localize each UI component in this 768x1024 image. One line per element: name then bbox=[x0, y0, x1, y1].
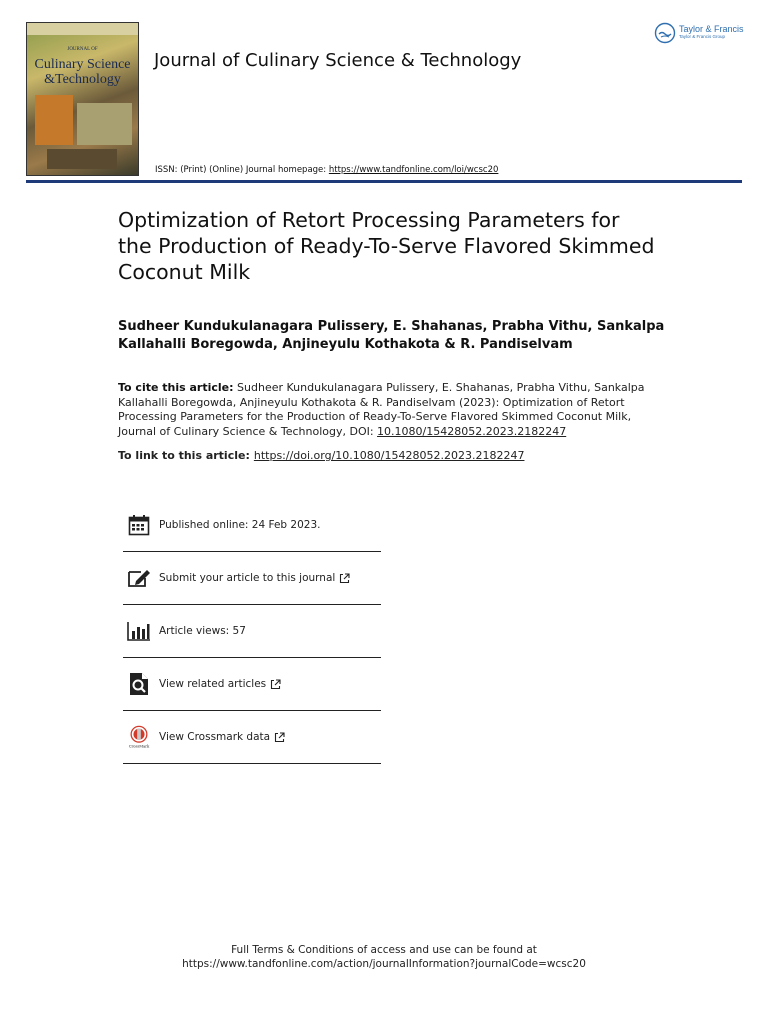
cover-photo-2 bbox=[77, 103, 132, 145]
cite-doi-link[interactable]: 10.1080/15428052.2023.2182247 bbox=[377, 424, 567, 438]
footer-terms bbox=[0, 943, 768, 971]
header-divider bbox=[26, 180, 742, 183]
footer-line1: Full Terms & Conditions of access and use can be found at bbox=[231, 944, 537, 956]
citation-block bbox=[118, 381, 658, 439]
crossmark-icon-text: CrossMark bbox=[128, 744, 150, 749]
published-online-label: Published online: 24 Feb 2023. bbox=[159, 519, 321, 531]
article-links-list bbox=[123, 499, 381, 764]
link-label: To link to this article: bbox=[118, 449, 250, 462]
cover-photo-3 bbox=[47, 149, 117, 169]
related-search-icon bbox=[127, 672, 151, 696]
publisher-logo[interactable] bbox=[654, 22, 744, 44]
publisher-sub: Taylor & Francis Group bbox=[679, 34, 726, 39]
calendar-icon bbox=[127, 513, 151, 537]
edit-icon bbox=[127, 566, 151, 590]
cite-text: Sudheer Kundukulanagara Pulissery, E. Shahanas, Prabha Vithu, Sankalpa Kallahalli Boregowda, Anjineyulu Kothakota & R. Pandiselvam (2023): Optimization of Retort Processing Parameters for the Production of Ready-To-Serve Flavored Skimmed Coconut Milk, Journal of Culinary Science & Technology, DOI: bbox=[118, 381, 645, 438]
bar-chart-icon bbox=[127, 619, 151, 643]
related-articles-label: View related articles bbox=[159, 678, 267, 690]
cover-top-band bbox=[27, 23, 138, 35]
cover-title-line2: &Technology bbox=[44, 72, 121, 87]
footer-terms-link[interactable]: https://www.tandfonline.com/action/journalInformation?journalCode=wcsc20 bbox=[182, 958, 586, 970]
journal-cover-image bbox=[26, 22, 139, 176]
external-link-icon bbox=[270, 679, 281, 690]
external-link-icon bbox=[339, 573, 350, 584]
publisher-name: Taylor & Francis bbox=[679, 24, 744, 34]
article-doi-link[interactable]: https://doi.org/10.1080/15428052.2023.2182247 bbox=[253, 449, 525, 462]
related-articles-row[interactable] bbox=[123, 658, 381, 711]
issn-text: ISSN: (Print) (Online) Journal homepage: bbox=[155, 165, 329, 175]
crossmark-icon bbox=[127, 725, 151, 749]
journal-title: Journal of Culinary Science & Technology bbox=[154, 50, 522, 71]
issn-line bbox=[155, 165, 498, 175]
published-online-row bbox=[123, 499, 381, 552]
submit-article-row[interactable] bbox=[123, 552, 381, 605]
article-views-label: Article views: 57 bbox=[159, 625, 246, 637]
cover-photo-1 bbox=[35, 95, 73, 145]
external-link-icon bbox=[274, 732, 285, 743]
article-views-row bbox=[123, 605, 381, 658]
taylor-francis-logo-icon bbox=[654, 22, 676, 44]
article-authors: Sudheer Kundukulanagara Pulissery, E. Shahanas, Prabha Vithu, Sankalpa Kallahalli Boregowda, Anjineyulu Kothakota & R. Pandiselvam bbox=[118, 319, 665, 352]
journal-homepage-link[interactable]: https://www.tandfonline.com/loi/wcsc20 bbox=[328, 165, 499, 175]
crossmark-row[interactable] bbox=[123, 711, 381, 764]
cite-label: To cite this article: bbox=[118, 381, 234, 394]
link-to-article bbox=[118, 449, 524, 462]
article-title: Optimization of Retort Processing Parameters for the Production of Ready-To-Serve Flavored Skimmed Coconut Milk bbox=[118, 208, 655, 284]
cover-title-line1: Culinary Science bbox=[34, 57, 131, 72]
crossmark-label: View Crossmark data bbox=[159, 731, 271, 743]
submit-article-label: Submit your article to this journal bbox=[159, 572, 336, 584]
cover-small-text: JOURNAL OF bbox=[67, 47, 98, 52]
